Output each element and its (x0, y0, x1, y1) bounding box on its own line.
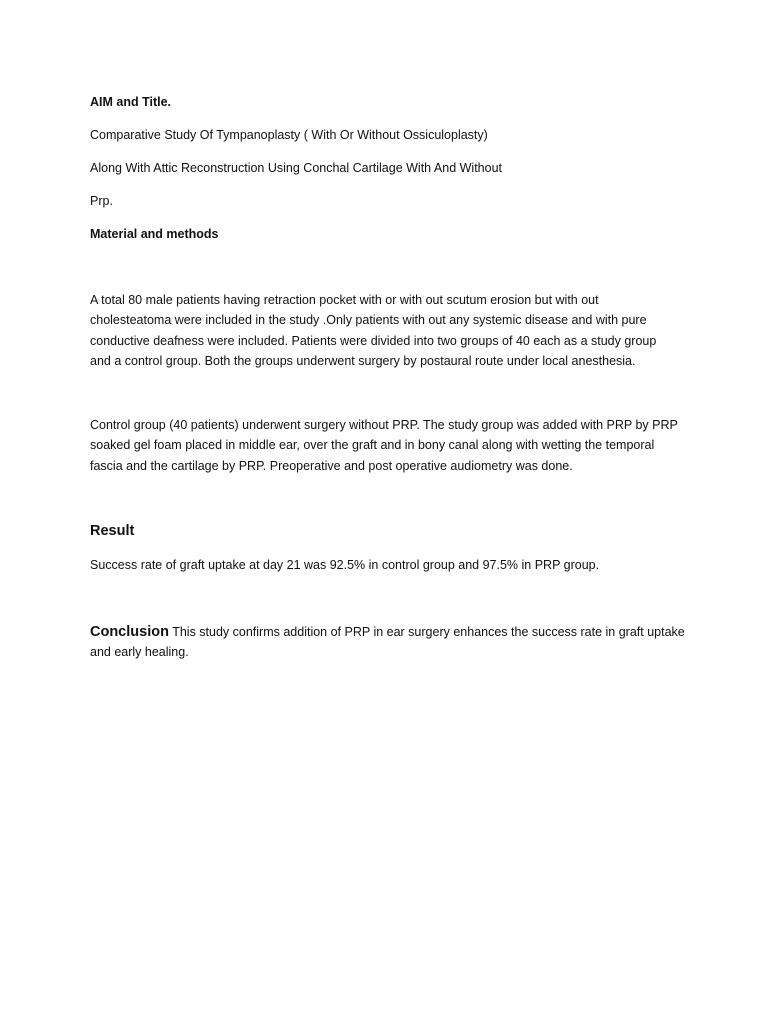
paragraph-line: A total 80 male patients having retraction pocket with or with out scutum erosion but with out (90, 293, 599, 307)
paragraph-line: and a control group. Both the groups underwent surgery by postaural route under local anesthesia. (90, 353, 636, 368)
title-line-2: Along With Attic Reconstruction Using Conchal Cartilage With And Without (90, 161, 502, 175)
title-line-1: Comparative Study Of Tympanoplasty ( With Or Without Ossiculoplasty) (90, 128, 488, 142)
conclusion-heading: Conclusion (90, 624, 169, 640)
result-text: Success rate of graft uptake at day 21 was 92.5% in control group and 97.5% in PRP group. (90, 558, 600, 572)
methods-paragraph-2 (90, 415, 690, 476)
conclusion-paragraph (90, 622, 690, 663)
methods-heading: Material and methods (90, 227, 219, 241)
title-line-3: Prp. (90, 194, 113, 208)
paragraph-line: fascia and the cartilage by PRP. Preoperative and post operative audiometry was done. (90, 458, 573, 473)
aim-heading: AIM and Title. (90, 95, 172, 109)
methods-paragraph-1 (90, 290, 690, 371)
conclusion-text: This study confirms addition of PRP in ear surgery enhances the success rate in graft uptake (168, 625, 685, 639)
conclusion-line-2: and early healing. (90, 645, 189, 660)
result-heading: Result (90, 523, 135, 539)
paragraph-line: conductive deafness were included. Patients were divided into two groups of 40 each as a study group (90, 333, 657, 348)
paragraph-line: soaked gel foam placed in middle ear, over the graft and in bony canal along with wetting the temporal (90, 438, 655, 453)
conclusion-line-1 (90, 622, 690, 642)
paragraph-line: Control group (40 patients) underwent surgery without PRP. The study group was added with PRP by PRP (90, 418, 678, 432)
paragraph-line: cholesteatoma were included in the study .Only patients with out any systemic disease and with pure (90, 313, 647, 328)
